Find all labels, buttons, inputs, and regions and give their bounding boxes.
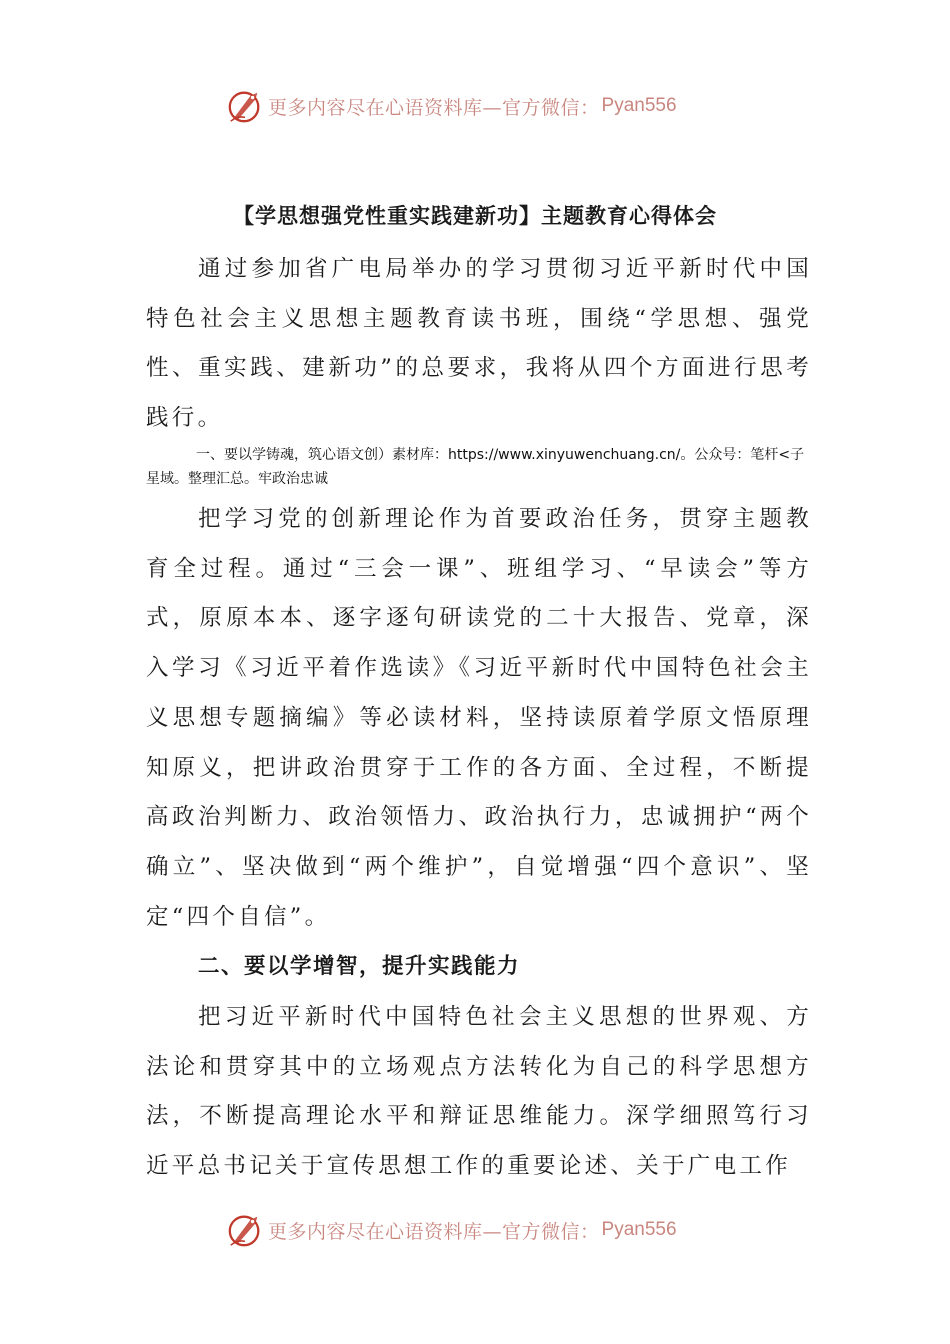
banner-wechat-id: Pyan556 bbox=[601, 95, 677, 116]
intro-paragraph: 通过参加省广电局举办的学习贯彻习近平新时代中国特色社会主义思想主题教育读书班，围绕“学思想、强党性、重实践、建新功”的总要求，我将从四个方面进行思考践行。 bbox=[146, 256, 812, 432]
document-title: 【学思想强党性重实践建新功】主题教育心得体会 bbox=[233, 204, 717, 228]
pen-nib-logo-icon bbox=[226, 1211, 264, 1249]
pen-nib-logo-icon bbox=[226, 87, 264, 125]
banner-promo-text: 更多内容尽在心语资料库—官方微信： bbox=[268, 96, 600, 119]
banner-wechat-id: Pyan556 bbox=[601, 1219, 677, 1240]
banner-promo-text: 更多内容尽在心语资料库—官方微信： bbox=[268, 1220, 600, 1243]
section2-heading: 二、要以学增智，提升实践能力 bbox=[198, 954, 521, 979]
header-banner bbox=[226, 86, 677, 126]
section1-heading-note: 一、要以学铸魂，筑心语文创）素材库：https://www.xinyuwenchuang.cn/。公众号：笔杆<子星域。整理汇总。牢政治忠诚 bbox=[146, 447, 805, 487]
section1-paragraph: 把学习党的创新理论作为首要政治任务，贯穿主题教育全过程。通过“三会一课”、班组学习、“早读会”等方式，原原本本、逐字逐句研读党的二十大报告、党章，深入学习《习近平着作选读》《习近平新时代中国特色社会主义思想专题摘编》等必读材料，坚持读原着学原文悟原理知原义，把讲政治贯穿于工作的各方面、全过程，不断提高政治判断力、政治领悟力、政治执行力，忠诚拥护“两个确立”、坚决做到“两个维护”，自觉增强“四个意识”、坚定“四个自信”。 bbox=[146, 506, 812, 930]
section2-paragraph: 把习近平新时代中国特色社会主义思想的世界观、方法论和贯穿其中的立场观点方法转化为自己的科学思想方法，不断提高理论水平和辩证思维能力。深学细照笃行习近平总书记关于宣传思想工作的重要论述、关于广电工作 bbox=[146, 1004, 812, 1180]
footer-banner bbox=[226, 1210, 677, 1250]
